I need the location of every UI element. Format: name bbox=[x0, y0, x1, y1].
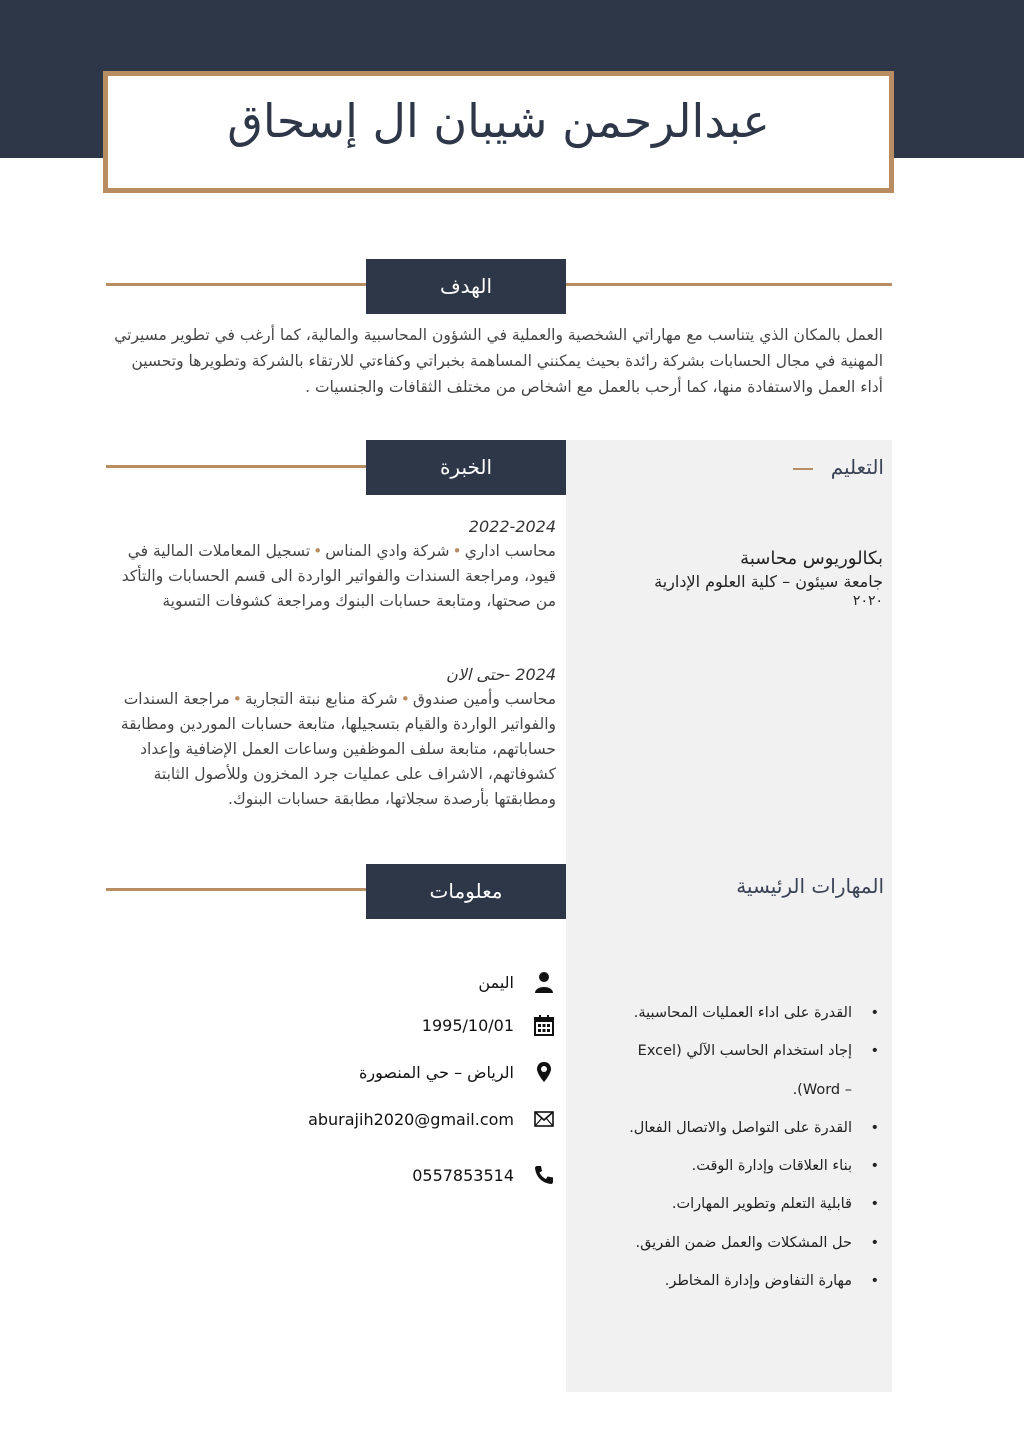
info-email-row bbox=[308, 1104, 556, 1134]
list-item: • مهارة التفاوض وإدارة المخاطر. bbox=[582, 1262, 852, 1300]
info-divider bbox=[106, 888, 366, 891]
info-heading: معلومات bbox=[366, 864, 566, 919]
list-item-continuation: – Word). bbox=[792, 1081, 852, 1098]
experience-date: 2024 -حتى الان bbox=[445, 665, 556, 684]
experience-date: 2022-2024 bbox=[468, 517, 556, 536]
experience-description: مراجعة السندات والفواتير الواردة والقيام بتسجيلها، متابعة حسابات الموردين ومطابقة حساباتهم، متابعة سلف الموظفين وساعات العمل الإضافية وإعداد كشوفاتهم، الاشراف على عمليات جرد المخزون وللأصول الثابتة ومطابقتها بأرصدة سجلاتها، مطابقة حسابات البنوك. bbox=[120, 690, 556, 808]
location-pin-icon bbox=[532, 1060, 556, 1084]
bullet-dot-icon: • bbox=[313, 542, 323, 560]
education-degree: بكالوريوس محاسبة bbox=[740, 548, 883, 569]
experience-item bbox=[112, 514, 556, 614]
education-block bbox=[583, 546, 883, 610]
experience-description: تسجيل المعاملات المالية في قيود، ومراجعة السندات والفواتير الواردة الى قسم الحسابات والتأكد من صحتها، ومتابعة حسابات البنوك ومراجعة كشوفات التسوية bbox=[121, 542, 556, 610]
bullet-dot-icon: • bbox=[452, 542, 462, 560]
info-address-row bbox=[359, 1057, 556, 1087]
info-phone[interactable]: 0557853514 bbox=[412, 1165, 514, 1185]
experience-title: محاسب وأمين صندوق bbox=[412, 690, 556, 708]
experience-divider bbox=[106, 465, 366, 468]
list-item: • القدرة على اداء العمليات المحاسبية. bbox=[582, 994, 852, 1032]
bullet-dot-icon: • bbox=[400, 690, 410, 708]
objective-text: العمل بالمكان الذي يتناسب مع مهاراتي الشخصية والعملية في الشؤون المحاسبية والمالية، كما أرغب في تطوير مسيرتي المهنية في مجال الحسابات بشركة رائدة بحيث يمكنني المساهمة بخبراتي وكفاءتي للارتقاء بالشركة وتطويرها وتحسين أداء العمل والاستفادة منها، كما أرحب بالعمل مع اشخاص من مختلف الثقافات والجنسيات . bbox=[114, 326, 883, 396]
list-item: • حل المشكلات والعمل ضمن الفريق. bbox=[582, 1224, 852, 1262]
education-heading-text: التعليم bbox=[830, 455, 884, 479]
envelope-icon bbox=[532, 1107, 556, 1131]
experience-company: شركة وادي المناس bbox=[325, 542, 450, 560]
phone-icon bbox=[532, 1163, 556, 1187]
experience-title: محاسب اداري bbox=[464, 542, 556, 560]
info-email[interactable]: aburajih2020@gmail.com bbox=[308, 1109, 514, 1129]
info-country-row bbox=[478, 967, 556, 997]
calendar-icon bbox=[532, 1013, 556, 1037]
skills-list bbox=[582, 994, 852, 1300]
person-name: عبدالرحمن شيبان ال إسحاق bbox=[227, 94, 770, 148]
info-phone-row bbox=[412, 1160, 556, 1190]
education-year: ٢٠٢٠ bbox=[852, 593, 883, 609]
name-box bbox=[103, 71, 894, 193]
list-item: • قابلية التعلم وتطوير المهارات. bbox=[582, 1185, 852, 1223]
info-country: اليمن bbox=[478, 972, 514, 992]
list-item: • بناء العلاقات وإدارة الوقت. bbox=[582, 1147, 852, 1185]
list-item: • إجاد استخدام الحاسب الآلي (Excel bbox=[582, 1032, 852, 1070]
experience-company: شركة منابع نبتة التجارية bbox=[244, 690, 398, 708]
info-birthdate: 1995/10/01 bbox=[421, 1015, 514, 1035]
info-address: الرياض – حي المنصورة bbox=[359, 1062, 514, 1082]
info-birthdate-row bbox=[421, 1010, 556, 1040]
heading-dash bbox=[793, 468, 813, 470]
education-university: جامعة سيئون – كلية العلوم الإدارية bbox=[654, 572, 883, 591]
objective-heading: الهدف bbox=[366, 259, 566, 314]
experience-heading: الخبرة bbox=[366, 440, 566, 495]
list-item: • القدرة على التواصل والاتصال الفعال. bbox=[582, 1109, 852, 1147]
bullet-dot-icon: • bbox=[232, 690, 242, 708]
experience-item bbox=[112, 662, 556, 812]
skills-heading: المهارات الرئيسية bbox=[736, 874, 884, 898]
education-heading bbox=[793, 455, 884, 479]
person-icon bbox=[532, 970, 556, 994]
